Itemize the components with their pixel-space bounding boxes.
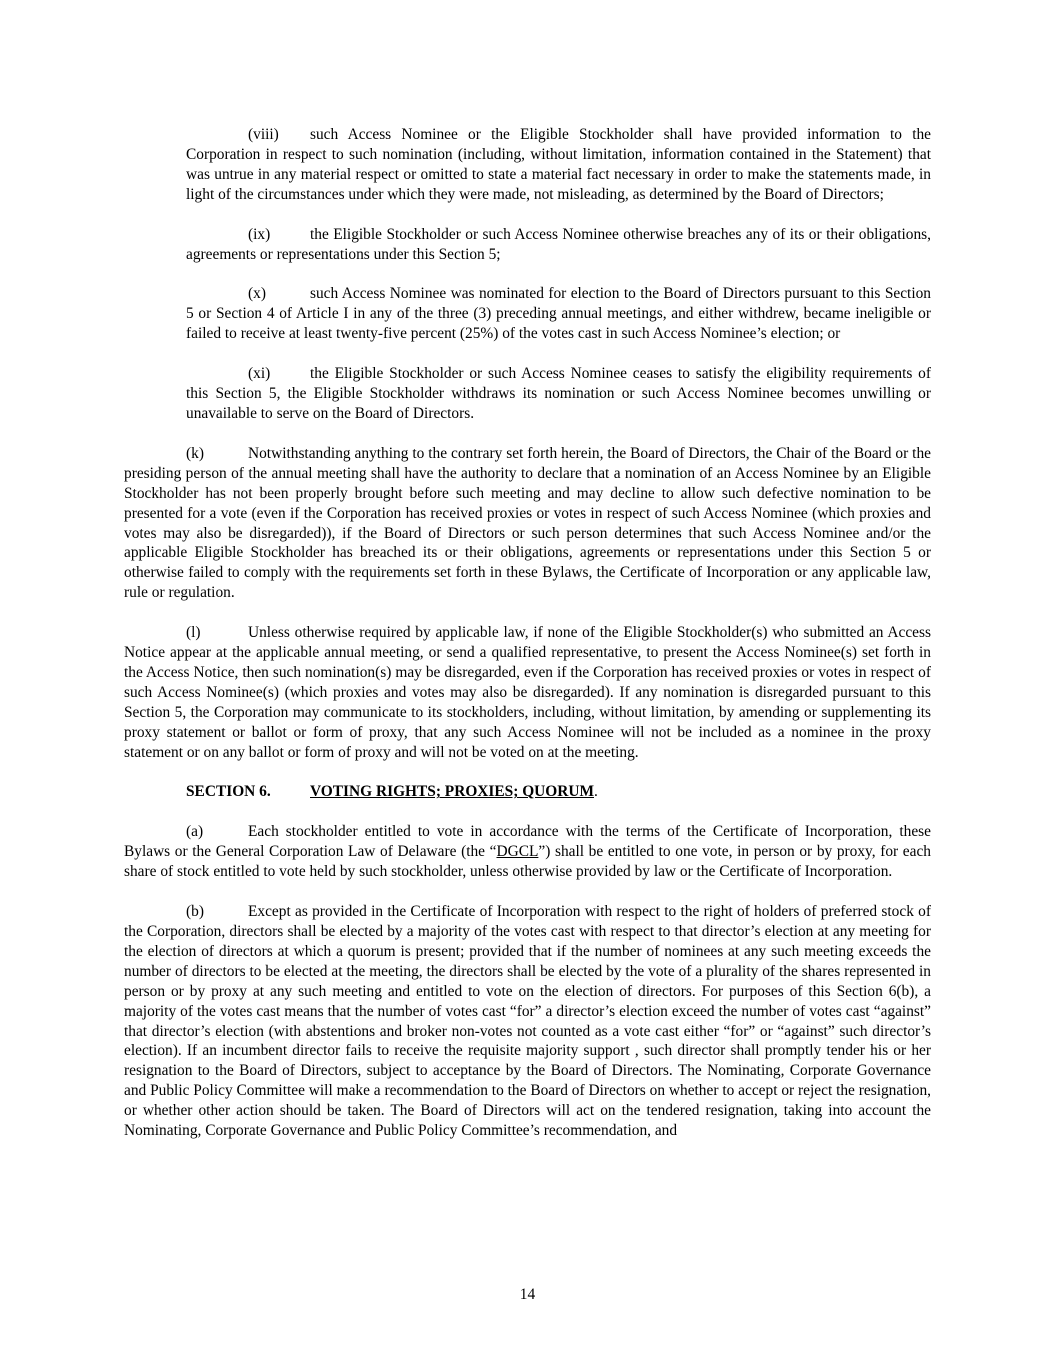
clause-label: (ix) (248, 225, 271, 243)
clause-label: (viii) (248, 126, 279, 143)
clause-label: (xi) (248, 365, 271, 383)
clause-viii (186, 125, 931, 205)
paragraph-label: (a) (186, 823, 204, 841)
paragraph-label: (b) (186, 903, 204, 921)
clause-xi (186, 364, 931, 424)
paragraph-k (124, 444, 931, 603)
page-number: 14 (519, 1286, 536, 1303)
defined-term-dgcl: DGCL (496, 843, 539, 861)
section-6-heading (186, 782, 931, 802)
section-title-period: . (594, 783, 598, 801)
section-number: SECTION 6. (186, 783, 271, 801)
paragraph-a (124, 822, 931, 882)
clause-text: such Access Nominee or the Eligible Stockholder shall have provided information to the Corporation in respect to such nomination (including, without limitation, information contained in the Statement) that was untrue in any material respect or omitted to state a material fact necessary in order to make the statements made, in light of the circumstances under which they were made, not misleading, as determined by the Board of Directors; (186, 126, 931, 203)
paragraph-label: (l) (186, 624, 201, 642)
paragraph-label: (k) (186, 444, 204, 462)
page-body (124, 125, 931, 1141)
paragraph-b (124, 902, 931, 1141)
paragraph-text: Unless otherwise required by applicable law, if none of the Eligible Stockholder(s) who submitted an Access Notice appear at the applicable annual meeting, or send a qualified representative, to present the Access Nominee(s) set forth in the Access Notice, then such nomination(s) may be disregarded, even if the Corporation has received proxies or votes in respect of such Access Nominee(s) (which proxies and votes may also be disregarded). If any nomination is disregarded pursuant to this Section 5, the Corporation may communicate to its stockholders, including, without limitation, by amending or supplementing its proxy statement or ballot or form of proxy, that any such Access Nominee will not be included as a nominee in the proxy statement or on any ballot or form of proxy and will not be voted on at the meeting. (124, 624, 931, 761)
section-title: VOTING RIGHTS; PROXIES; QUORUM (310, 783, 595, 801)
clause-label: (x) (248, 285, 266, 303)
clause-text: the Eligible Stockholder or such Access Nominee ceases to satisfy the eligibility requirements of this Section 5, the Eligible Stockholder withdraws its nomination or such Access Nominee becomes unwilling or unavailable to serve on the Board of Directors. (186, 365, 931, 422)
clause-ix (186, 225, 931, 265)
paragraph-text-before: Each stockholder entitled to vote in accordance with the terms of the Certificate of Incorporation, these Bylaws or the General Corporation Law of Delaware (the “ (124, 823, 931, 861)
paragraph-text-after: ”) shall be entitled to one vote, in person or by proxy, for each share of stock entitled to vote held by such stockholder, unless otherwise provided by law or the Certificate of Incorporation. (124, 843, 931, 881)
paragraph-text: Notwithstanding anything to the contrary set forth herein, the Board of Directors, the Chair of the Board or the presiding person of the annual meeting shall have the authority to declare that a nomination of an Access Nominee by an Eligible Stockholder has not been properly brought before such meeting and may decline to allow such defective nomination to be presented for a vote (even if the Corporation has received proxies or votes in respect of such Access Nominee (which proxies and votes may also be disregarded)), if the Board of Directors or such person determines that such Access Nominee and/or the applicable Eligible Stockholder has breached its or their obligations, agreements or representations under this Section 5 or otherwise failed to comply with the requirements set forth in these Bylaws, the Certificate of Incorporation or any applicable law, rule or regulation. (124, 444, 931, 602)
clause-text: the Eligible Stockholder or such Access Nominee otherwise breaches any of its or their obligations, agreements or representations under this Section 5; (186, 225, 931, 263)
paragraph-l (124, 623, 931, 762)
clause-text: such Access Nominee was nominated for election to the Board of Directors pursuant to this Section 5 or Section 4 of Article I in any of the three (3) preceding annual meetings, and either withdrew, became ineligible or failed to receive at least twenty-five percent (25%) of the votes cast in such Access Nominee’s election; or (186, 285, 931, 343)
paragraph-text: Except as provided in the Certificate of Incorporation with respect to the right of holders of preferred stock of the Corporation, directors shall be elected by a majority of the votes cast with respect to that director’s election at any meeting for the election of directors at which a quorum is present; provided that if the number of nominees at any such meeting exceeds the number of directors to be elected at the meeting, the directors shall be elected by the vote of a plurality of the shares represented in person or by proxy at any such meeting and entitled to vote on the election of directors. For purposes of this Section 6(b), a majority of the votes cast means that the number of votes cast “for” a director’s election exceed the number of votes cast “against” that director’s election (with abstentions and broker non-votes not counted as a vote cast either “for” or “against” such director’s election). If an incumbent director fails to receive the requisite majority support , such director shall promptly tender his or her resignation to the Board of Directors, subject to acceptance by the Board of Directors. The Nominating, Corporate Governance and Public Policy Committee will make a recommendation to the Board of Directors on whether to accept or reject the resignation, or whether other action should be taken. The Board of Directors will act on the tendered resignation, taking into account the Nominating, Corporate Governance and Public Policy Committee’s recommendation, and (124, 903, 931, 1140)
clause-x (186, 284, 931, 344)
